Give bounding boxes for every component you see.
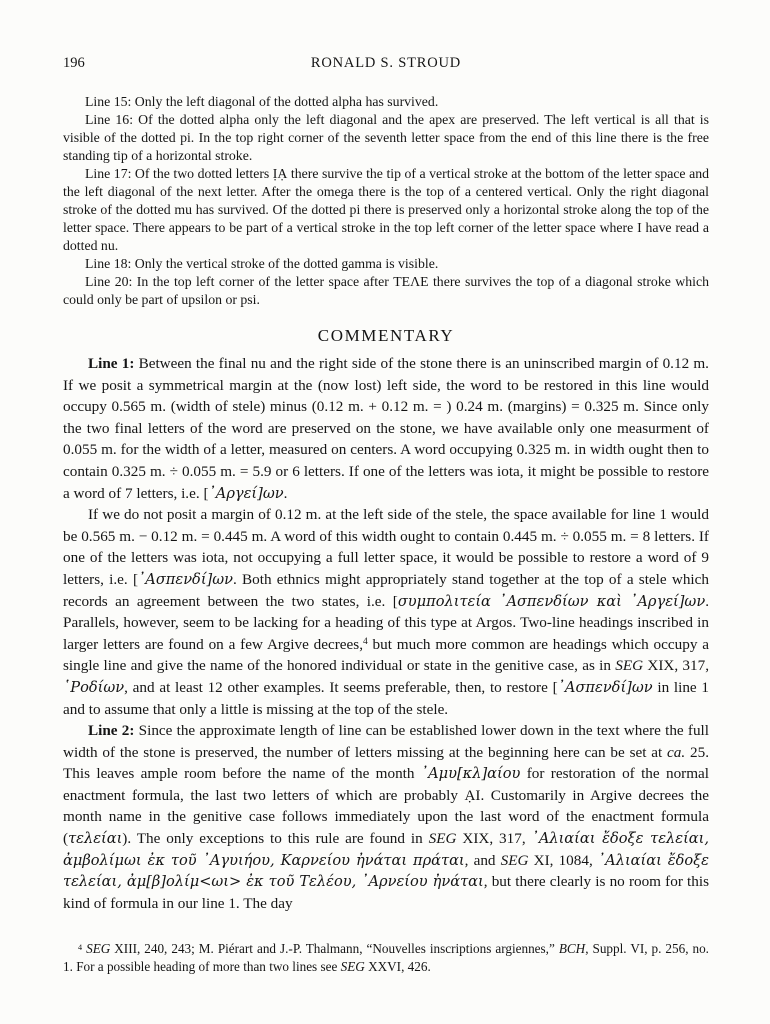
note-paragraph-line-16: Line 16: Of the dotted alpha only the left diagonal and the apex are preserved. The left vertical is all that is visible of the dotted pi. In the top right corner of the seventh letter space from the end of this line there is the free standing tip of a horizontal stroke. xyxy=(63,112,709,163)
running-head-title: RONALD S. STROUD xyxy=(310,55,462,71)
running-header xyxy=(63,54,709,72)
footnote-4: $^4$ SEG XIII, 240, 243; M. Piérart and J.-P. Thalmann, “Nouvelles inscriptions argiennes,” BCH, Suppl. VI, p. 256, no. 1. For a possible heading of more than two lines see SEG XXVI, 426. xyxy=(63,941,709,975)
commentary-paragraph-line-1: Line 1: Between the final nu and the right side of the stone there is an uninscribed margin of 0.12 m. If we posit a symmetrical margin at the (now lost) left side, the word to be restored in this line would occupy 0.565 m. (width of stele) minus (0.12 m. + 0.12 m. = ) 0.24 m. (margins) = 0.325 m. Since only the two final letters of the word are preserved on the stone, we have available only one measurment of 0.055 m. for the width of a letter, measured on centers. A word occupying 0.325 m. in width ought then to contain 0.325 m. ÷ 0.055 m. = 5.9 or 6 letters. If one of the letters was iota, it might be possible to restore a word of 7 letters, i.e. [᾿Αργεί]ων. xyxy=(63,355,709,502)
note-paragraph-line-15: Line 15: Only the left diagonal of the dotted alpha has survived. xyxy=(85,94,439,109)
commentary-heading: COMMENTARY xyxy=(317,326,455,345)
page-number: 196 xyxy=(63,55,85,71)
epigraphic-notes-section xyxy=(63,93,709,309)
commentary-paragraph-margins: If we do not posit a margin of 0.12 m. at the left side of the stele, the space available for line 1 would be 0.565 m. − 0.12 m. = 0.445 m. A word of this width ought to contain 0.445 m. ÷ 0.055 m. = 8 letters. If one of the letters was iota, not occupying a full letter space, it would be possible to restore a word of 9 letters, i.e. [᾿Ασπενδί]ων. Both ethnics might appropriately stand together at the top of a stele which records an agreement between the two states, i.e. [συμπολιτεία ᾿Ασπενδίων καὶ ᾿Αργεί]ων. Parallels, however, seem to be lacking for a heading of this type at Argos. Two-line headings inscribed in larger letters are found on a few Argive decrees,$^4$ but much more common are headings which occupy a single line and give the name of the honored individual or state in the genitive case, as in SEG XIX, 317, ῾Ροδίων, and at least 12 other examples. It seems preferable, then, to restore [᾿Ασπενδί]ων in line 1 and to assume that only a little is missing at the top of the stele. xyxy=(63,506,709,718)
note-paragraph-line-17: Line 17: Of the two dotted letters ỊẠ there survive the tip of a vertical stroke at the bottom of the letter space and the left diagonal of the next letter. After the omega there is the top of a centered vertical. Only the right diagonal stroke of the dotted mu has survived. Of the dotted pi there is preserved only a horizontal stroke along the top of the letter space. There appears to be part of a vertical stroke in the top left corner of the letter space where I have read a dotted nu. xyxy=(63,166,709,253)
commentary-section xyxy=(63,353,709,914)
note-paragraph-line-18: Line 18: Only the vertical stroke of the dotted gamma is visible. xyxy=(85,256,439,271)
commentary-paragraph-line-2: Line 2: Since the approximate length of line can be established lower down in the text where the full width of the stone is preserved, the number of letters missing at the beginning here can be set at ca. 25. This leaves ample room before the name of the month ᾿Αμυ[κλ]αίου for restoration of the normal enactment formula, the last two letters of which are probably ẠI. Customarily in Argive decrees the month name in the genitive case follows immediately upon the last word of the enactment formula (τελείαι). The only exceptions to this rule are found in SEG XIX, 317, ᾿Αλιαίαι ἔδοξε τελείαι, ἀμβολίμωι ἐκ τοῦ ᾿Αγυιήου, Καρνείου ἠνάται πράται, and SEG XI, 1084, ᾿Αλιαίαι ἔδοξε τελείαι, ἀμ[β]ολίμ<ωι> ἐκ τοῦ Τελέου, ᾿Αρνείου ἠνάται, but there clearly is no room for this kind of formula in our line 1. The day xyxy=(63,722,709,912)
note-paragraph-line-20: Line 20: In the top left corner of the letter space after ΤΕΛΕ there survives the top of a diagonal stroke which could only be part of upsilon or psi. xyxy=(63,274,709,307)
